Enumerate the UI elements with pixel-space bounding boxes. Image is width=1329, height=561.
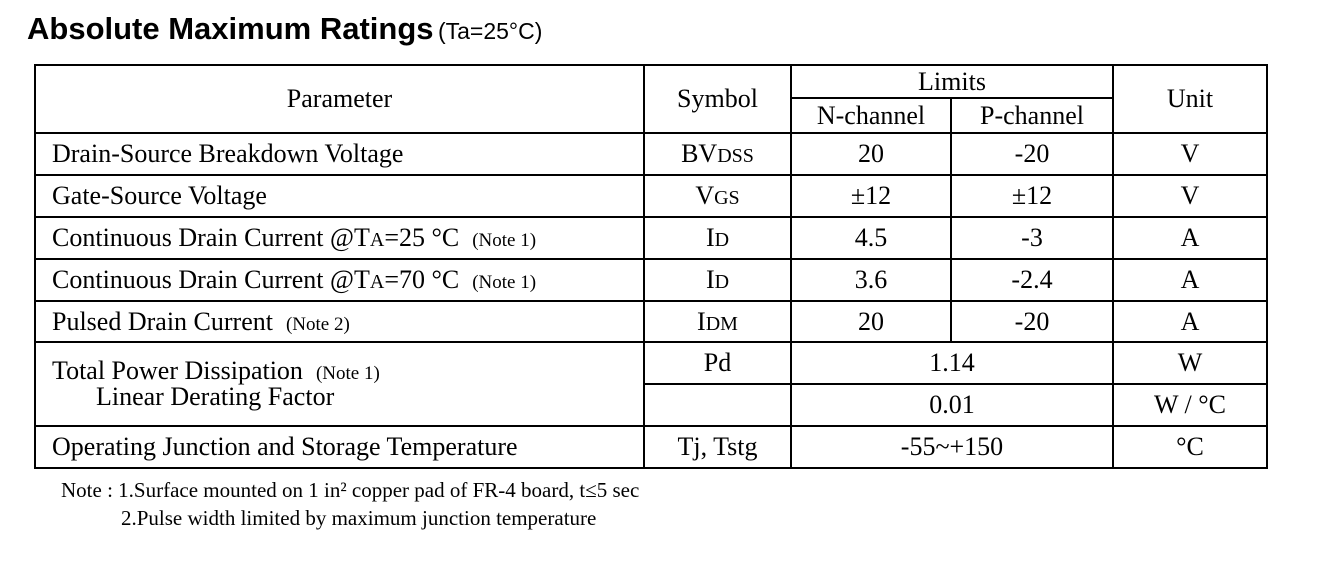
symbol-cell: [644, 301, 791, 342]
table-row: [35, 301, 1267, 342]
p-value: -20: [951, 301, 1113, 342]
title-condition: (Ta=25°C): [437, 18, 543, 44]
n-value: 3.6: [791, 259, 951, 301]
param-text: Operating Junction and Storage Temperature: [52, 432, 518, 461]
unit-value: W: [1113, 342, 1267, 384]
n-value: ±12: [791, 175, 951, 217]
table-row: [35, 133, 1267, 175]
symbol-cell: [644, 175, 791, 217]
symbol-cell: [644, 259, 791, 301]
param-note: (Note 2): [285, 313, 350, 335]
symbol-cell-empty: [644, 384, 791, 426]
param-post: =25 °C: [384, 223, 460, 252]
combined-value: 0.01: [791, 384, 1113, 426]
n-value: 20: [791, 133, 951, 175]
n-value: 20: [791, 301, 951, 342]
section-title: [27, 11, 542, 47]
combined-value: -55~+150: [791, 426, 1113, 468]
footnotes: [61, 476, 639, 532]
symbol-cell: [644, 133, 791, 175]
symbol-cell: Tj, Tstg: [644, 426, 791, 468]
param-note: (Note 1): [315, 363, 380, 384]
param-sub: A: [369, 229, 385, 251]
unit-value: V: [1113, 175, 1267, 217]
header-symbol: Symbol: [644, 65, 791, 133]
param-post: =70 °C: [384, 265, 460, 294]
param-cell: [35, 301, 644, 342]
header-unit: Unit: [1113, 65, 1267, 133]
symbol-cell: Pd: [644, 342, 791, 384]
symbol-sub: D: [714, 229, 730, 251]
table-row: [35, 217, 1267, 259]
unit-value: A: [1113, 259, 1267, 301]
p-value: -2.4: [951, 259, 1113, 301]
param-cell: [35, 259, 644, 301]
symbol-main: I: [705, 265, 715, 294]
param-cell: [35, 217, 644, 259]
param-sub: A: [369, 271, 385, 293]
p-value: -3: [951, 217, 1113, 259]
footnote-2: 2.Pulse width limited by maximum junction temperature: [121, 506, 597, 530]
header-parameter: Parameter: [35, 65, 644, 133]
symbol-sub: GS: [714, 187, 740, 209]
param-cell: [35, 426, 644, 468]
param-cell: [35, 133, 644, 175]
unit-value: A: [1113, 217, 1267, 259]
header-p-channel: P-channel: [951, 98, 1113, 133]
param-text: Drain-Source Breakdown Voltage: [52, 139, 404, 168]
param-text-secondary: Linear Derating Factor: [96, 382, 335, 411]
combined-value: 1.14: [791, 342, 1113, 384]
unit-value: W / °C: [1113, 384, 1267, 426]
param-text: Continuous Drain Current @T: [52, 265, 370, 294]
p-value: -20: [951, 133, 1113, 175]
symbol-sub: DM: [705, 312, 738, 335]
symbol-main: V: [695, 181, 715, 210]
symbol-sub: DSS: [717, 145, 754, 167]
table-row: [35, 342, 1267, 384]
param-note: (Note 1): [472, 272, 537, 293]
title-main: Absolute Maximum Ratings: [27, 11, 434, 46]
param-text: Continuous Drain Current @T: [52, 223, 370, 252]
n-value: 4.5: [791, 217, 951, 259]
footnote-1: Note : 1.Surface mounted on 1 in² copper pad of FR-4 board, t≤5 sec: [61, 478, 640, 502]
param-cell: [35, 175, 644, 217]
table-row: [35, 259, 1267, 301]
param-text: Gate-Source Voltage: [52, 181, 267, 210]
header-limits: Limits: [791, 65, 1113, 98]
unit-value: °C: [1113, 426, 1267, 468]
table-row: [35, 175, 1267, 217]
param-text: Total Power Dissipation: [52, 356, 303, 385]
p-value: ±12: [951, 175, 1113, 217]
header-row: [35, 65, 1267, 98]
unit-value: A: [1113, 301, 1267, 342]
symbol-main: I: [697, 306, 706, 336]
unit-value: V: [1113, 133, 1267, 175]
symbol-main: BV: [681, 139, 718, 168]
ratings-table: [34, 64, 1268, 469]
param-text: Pulsed Drain Current: [52, 306, 273, 336]
table-row: [35, 426, 1267, 468]
param-note: (Note 1): [472, 230, 537, 251]
symbol-cell: [644, 217, 791, 259]
param-cell: [35, 342, 644, 426]
symbol-sub: D: [714, 271, 730, 293]
header-n-channel: N-channel: [791, 98, 951, 133]
symbol-main: I: [705, 223, 715, 252]
